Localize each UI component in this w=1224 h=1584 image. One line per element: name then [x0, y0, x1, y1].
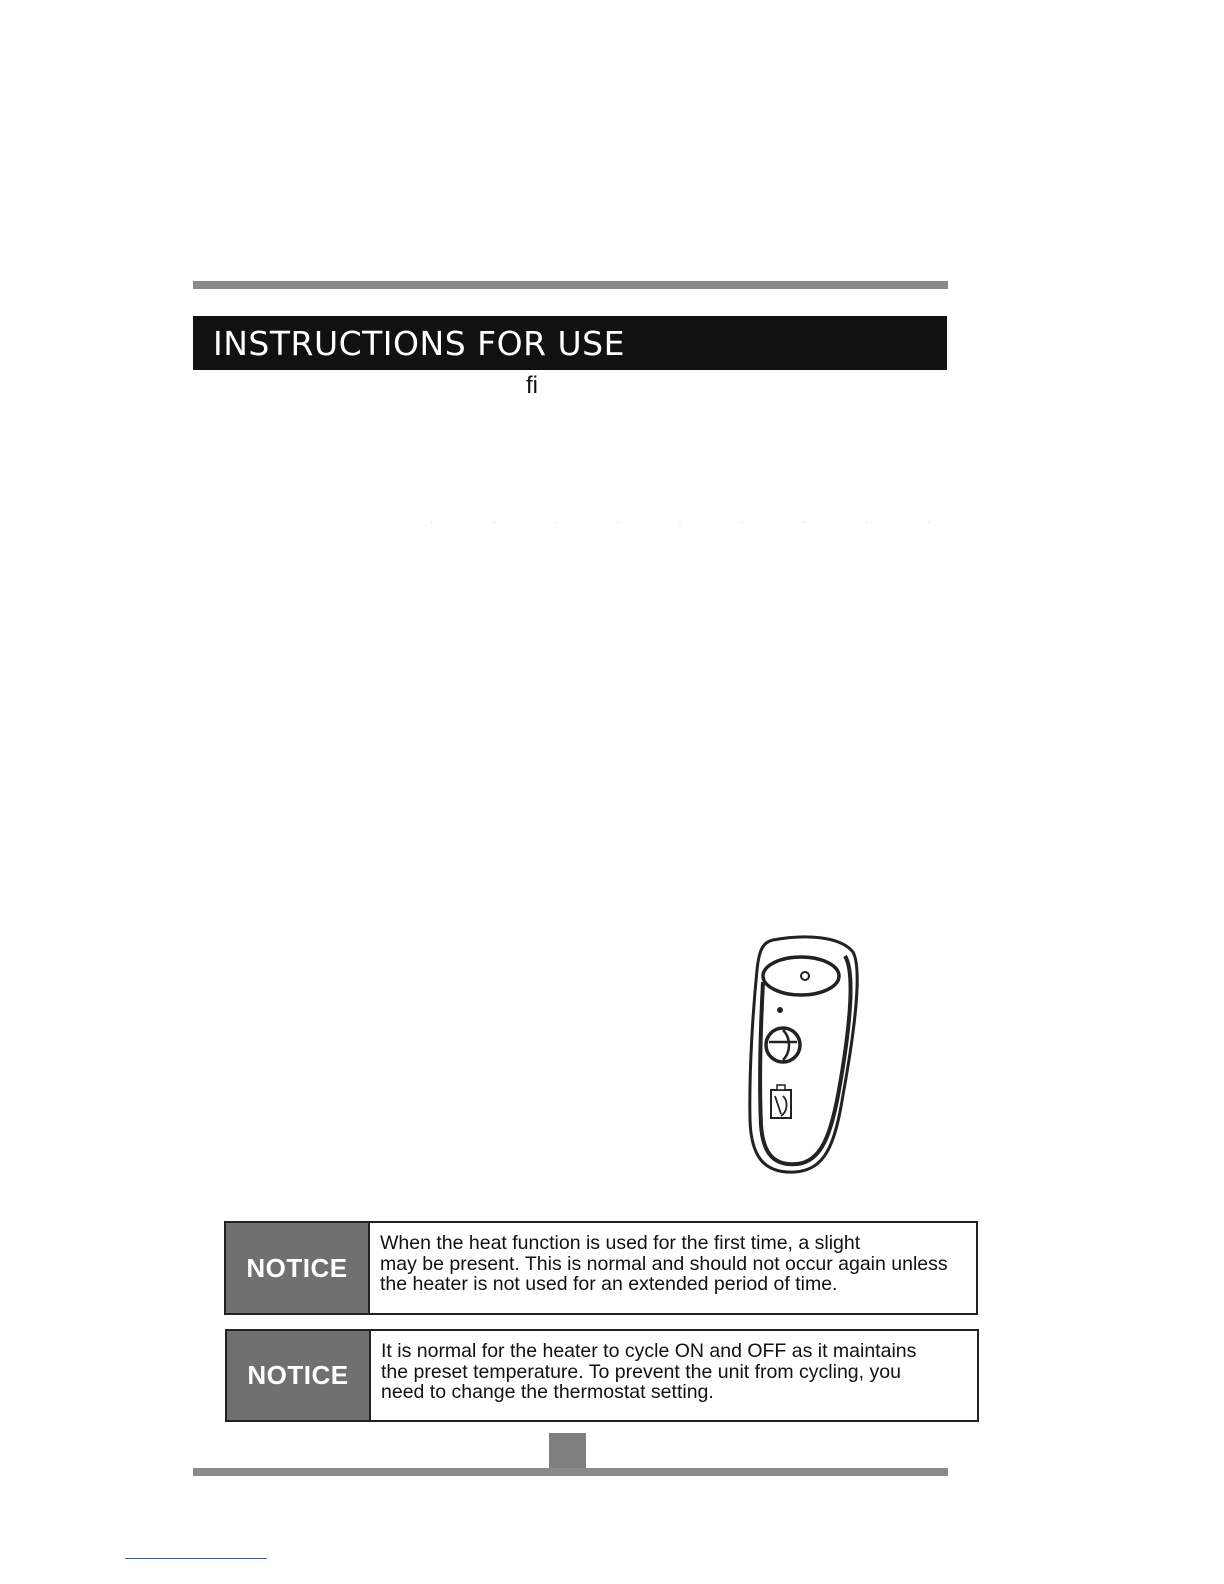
remote-control-icon: [735, 930, 875, 1180]
notice-line: may be present. This is normal and should not occur again unless: [380, 1252, 948, 1275]
notice-label: NOTICE: [226, 1223, 370, 1313]
notice-line: the preset temperature. To prevent the unit from cycling, you: [381, 1360, 901, 1383]
faint-text-trace: · · · · · · · · ·: [430, 517, 959, 528]
notice-text: [380, 1233, 968, 1295]
notice-text: [381, 1341, 969, 1403]
notice-box-first-use: [224, 1221, 978, 1315]
bottom-divider-rule: [193, 1468, 948, 1476]
notice-label: NOTICE: [227, 1331, 371, 1420]
notice-line: need to change the thermostat setting.: [381, 1381, 714, 1403]
section-title-bar: [193, 316, 947, 370]
notice-box-cycling: [225, 1329, 979, 1422]
notice-line: the heater is not used for an extended period of time.: [380, 1273, 838, 1295]
notice-line: When the heat function is used for the first time, a slight: [380, 1232, 861, 1254]
notice-line: It is normal for the heater to cycle ON and OFF as it maintains: [381, 1340, 917, 1362]
stray-glyph: fi: [526, 372, 538, 399]
section-title: INSTRUCTIONS FOR USE: [213, 324, 625, 363]
page-number-tab: [549, 1433, 586, 1470]
footer-link-underline: [125, 1558, 267, 1559]
top-divider-rule: [193, 281, 948, 289]
